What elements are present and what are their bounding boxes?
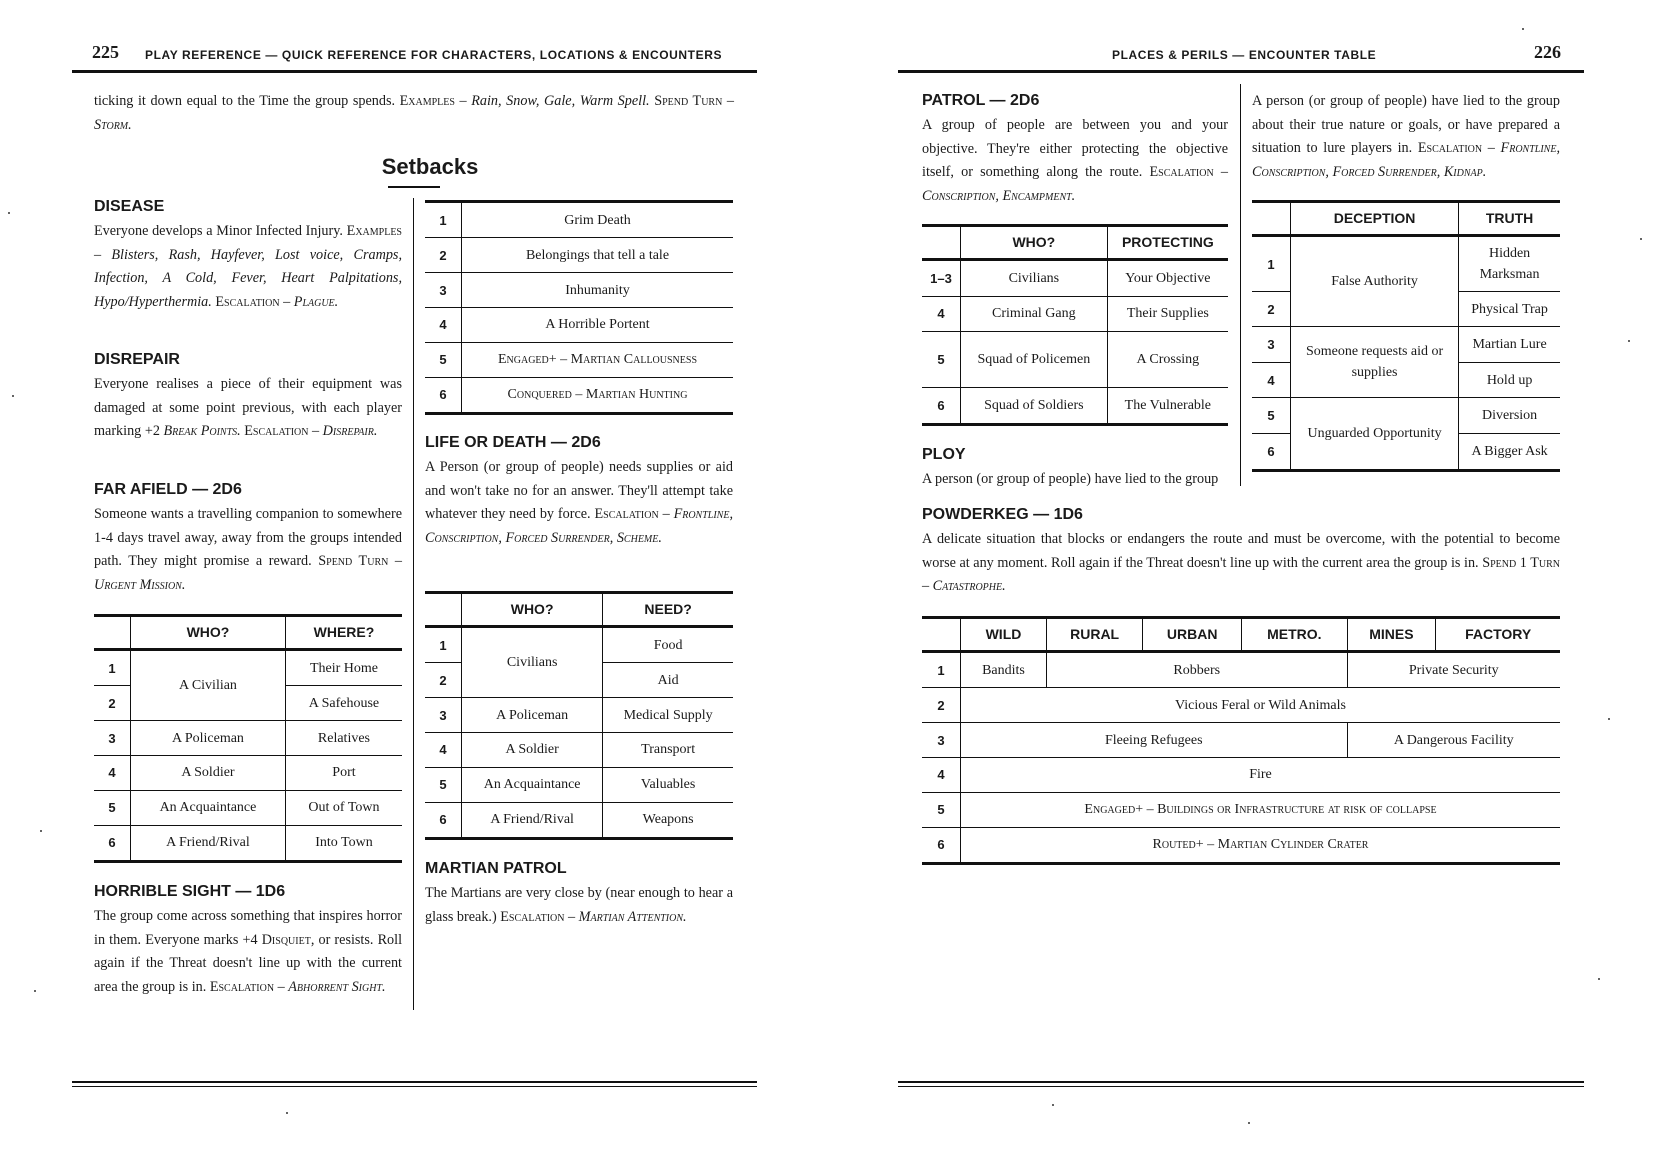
table-row-number: 6 xyxy=(108,835,116,851)
table-header-blank xyxy=(922,226,961,260)
powderkeg-table xyxy=(922,616,1560,865)
table-cell: Diversion xyxy=(1459,398,1560,433)
table-cell: An Acquaintance xyxy=(131,790,286,825)
table-cell: Relatives xyxy=(285,721,402,756)
table-cell: Unguarded Opportunity xyxy=(1291,398,1459,471)
table-row-number: 4 xyxy=(425,307,462,342)
header-rule xyxy=(72,70,757,73)
table-cell: Hold up xyxy=(1459,362,1560,397)
table-header: WHO? xyxy=(131,616,286,650)
footer-rule-thin xyxy=(898,1086,1584,1087)
table-cell: Food xyxy=(603,627,733,663)
table-cell: A Soldier xyxy=(131,755,286,790)
table-header-blank xyxy=(94,616,131,650)
table-cell: Vicious Feral or Wild Animals xyxy=(961,688,1561,723)
scan-speck xyxy=(40,830,42,832)
table-cell: Hidden Marksman xyxy=(1459,236,1560,292)
table-row-number: 6 xyxy=(439,387,447,403)
ploy-table xyxy=(1252,200,1560,472)
table-cell: Engaged+ – Martian Callousness xyxy=(462,342,734,377)
table-cell: Inhumanity xyxy=(462,273,734,308)
table-cell: A Civilian xyxy=(131,650,286,721)
table-row-number: 2 xyxy=(922,688,961,723)
table-header: METRO. xyxy=(1242,618,1347,652)
ploy-heading: PLOY xyxy=(922,446,966,463)
far-afield-text: Someone wants a travelling companion to somewhere 1-4 days travel away, away from the groups intended path. They might promise a reward. Spend Turn – Urgent Mission. xyxy=(94,506,402,593)
table-row-number: 5 xyxy=(922,332,961,388)
table-cell: A Policeman xyxy=(462,698,603,733)
table-cell: Civilians xyxy=(961,260,1108,297)
table-row-number: 3 xyxy=(94,721,131,756)
patrol-heading: PATROL — 2D6 xyxy=(922,92,1040,109)
powderkeg-heading: POWDERKEG — 1D6 xyxy=(922,506,1083,523)
table-row-number: 3 xyxy=(425,698,462,733)
table-cell: Your Objective xyxy=(1107,260,1228,297)
table-cell: Someone requests aid or supplies xyxy=(1291,327,1459,398)
table-row-number: 5 xyxy=(425,767,462,802)
life-or-death-table xyxy=(425,591,733,840)
setbacks-table xyxy=(425,200,733,415)
scan-speck xyxy=(1628,340,1630,342)
patrol-table xyxy=(922,224,1228,426)
table-row-number: 3 xyxy=(1252,327,1291,362)
table-cell: Transport xyxy=(603,732,733,767)
table-header: WHO? xyxy=(462,593,603,627)
table-row-number: 2 xyxy=(94,686,131,721)
table-cell: Their Supplies xyxy=(1107,296,1228,331)
section-title-underline xyxy=(388,186,440,188)
table-cell: Fleeing Refugees xyxy=(961,723,1348,758)
column-divider xyxy=(1240,84,1241,486)
table-cell: Out of Town xyxy=(285,790,402,825)
table-cell: A Crossing xyxy=(1107,332,1228,388)
table-row-number: 5 xyxy=(922,792,961,827)
table-row-number: 6 xyxy=(937,398,945,414)
table-cell: Squad of Soldiers xyxy=(961,388,1108,425)
table-row-number: 2 xyxy=(425,238,462,273)
table-cell: A Soldier xyxy=(462,732,603,767)
table-header: FACTORY xyxy=(1436,618,1560,652)
table-cell: Weapons xyxy=(603,802,733,838)
page-header-title: PLACES & PERILS — ENCOUNTER TABLE xyxy=(1112,48,1377,62)
table-cell: The Vulnerable xyxy=(1107,388,1228,425)
column-divider xyxy=(413,198,414,1010)
table-cell: Valuables xyxy=(603,767,733,802)
scan-speck xyxy=(286,1112,288,1114)
table-cell: A Horrible Portent xyxy=(462,307,734,342)
table-row-number: 2 xyxy=(1252,292,1291,327)
table-row-number: 1 xyxy=(425,627,462,663)
table-row-number: 1 xyxy=(1252,236,1291,292)
footer-rule-thin xyxy=(72,1086,757,1087)
table-cell: Physical Trap xyxy=(1459,292,1560,327)
page-header-title: PLAY REFERENCE — QUICK REFERENCE FOR CHARACTERS, LOCATIONS & ENCOUNTERS xyxy=(145,48,723,62)
table-row-number: 1 xyxy=(94,650,131,686)
table-header: URBAN xyxy=(1143,618,1242,652)
table-header: WILD xyxy=(961,618,1047,652)
table-row-number: 3 xyxy=(425,273,462,308)
scan-speck xyxy=(1052,1104,1054,1106)
table-header: NEED? xyxy=(603,593,733,627)
disrepair-heading: DISREPAIR xyxy=(94,351,180,368)
horrible-sight-heading: HORRIBLE SIGHT — 1D6 xyxy=(94,883,286,900)
table-cell: A Safehouse xyxy=(285,686,402,721)
header-rule xyxy=(898,70,1584,73)
table-row-number: 6 xyxy=(439,812,447,828)
table-cell: Martian Lure xyxy=(1459,327,1560,362)
scan-speck xyxy=(34,990,36,992)
table-row-number: 6 xyxy=(937,837,945,853)
page-number: 226 xyxy=(1534,42,1561,62)
table-row-number: 2 xyxy=(425,663,462,698)
table-cell: A Friend/Rival xyxy=(462,802,603,838)
life-or-death-heading: LIFE OR DEATH — 2D6 xyxy=(425,434,601,451)
martian-patrol-text: The Martians are very close by (near enough to hear a glass break.) Escalation – Martian Attention. xyxy=(425,885,733,925)
table-cell: Fire xyxy=(961,757,1561,792)
life-or-death-text: A Person (or group of people) needs supplies or aid and won't take no for an answer. They'll attempt take whatever they need by force. Escalation – Frontline, Conscription, Forced Surrender, Scheme. xyxy=(425,459,734,546)
disrepair-text: Everyone realises a piece of their equipment was damaged at some point previous, with each player marking +2 Break Points. Escalation – Disrepair. xyxy=(94,376,402,439)
table-row-number: 4 xyxy=(922,296,961,331)
scan-speck xyxy=(1598,978,1600,980)
table-header: DECEPTION xyxy=(1291,202,1459,236)
table-row-number: 4 xyxy=(922,757,961,792)
footer-rule xyxy=(72,1081,757,1083)
table-cell: Engaged+ – Buildings or Infrastructure at risk of collapse xyxy=(961,792,1561,827)
table-row-number: 1 xyxy=(922,652,961,688)
table-row-number: 4 xyxy=(1252,362,1291,397)
table-cell: Bandits xyxy=(961,652,1047,688)
table-row-number: 5 xyxy=(94,790,131,825)
scan-speck xyxy=(8,212,10,214)
table-cell: Their Home xyxy=(285,650,402,686)
disease-heading: DISEASE xyxy=(94,198,165,215)
table-cell: A Friend/Rival xyxy=(131,825,286,861)
intro-paragraph: ticking it down equal to the Time the group spends. Examples – Rain, Snow, Gale, Warm Spell. Spend Turn – Storm. xyxy=(94,93,735,133)
table-header: MINES xyxy=(1347,618,1436,652)
table-row-number: 1 xyxy=(425,202,462,238)
table-header: WHO? xyxy=(961,226,1108,260)
horrible-sight-text: The group come across something that inspires horror in them. Everyone marks +4 Disquiet, or resists. Roll again if the Threat doesn't line up with the current area the group is in. Escalation – Abhorrent Sight. xyxy=(94,908,403,995)
table-header: WHERE? xyxy=(285,616,402,650)
far-afield-table xyxy=(94,614,402,863)
ploy-text: A person (or group of people) have lied to the group about their true nature or goals, or have prepared a situation to lure players in. Escalation – Frontline, Conscription, Forced Surrender, Kidnap. xyxy=(1252,93,1560,180)
table-header-blank xyxy=(922,618,961,652)
table-row-number: 4 xyxy=(94,755,131,790)
table-cell: A Bigger Ask xyxy=(1459,433,1560,470)
footer-rule xyxy=(898,1081,1584,1083)
table-cell: False Authority xyxy=(1291,236,1459,327)
table-cell: Port xyxy=(285,755,402,790)
table-header-blank xyxy=(1252,202,1291,236)
table-cell: Squad of Policemen xyxy=(961,332,1108,388)
table-cell: Medical Supply xyxy=(603,698,733,733)
table-row-number: 5 xyxy=(425,342,462,377)
table-row-number: 4 xyxy=(425,732,462,767)
table-header: PROTECTING xyxy=(1107,226,1228,260)
section-title: Setbacks xyxy=(381,154,479,179)
table-cell: Robbers xyxy=(1046,652,1347,688)
patrol-text: A group of people are between you and your objective. They're either protecting the objective itself, or something along the route. Escalation – Conscription, Encampment. xyxy=(922,117,1228,204)
table-cell: Belongings that tell a tale xyxy=(462,238,734,273)
table-cell: Criminal Gang xyxy=(961,296,1108,331)
table-row-number: 3 xyxy=(922,723,961,758)
table-cell: Into Town xyxy=(285,825,402,861)
table-cell: Private Security xyxy=(1347,652,1560,688)
scan-speck xyxy=(1640,238,1642,240)
scan-speck xyxy=(12,395,14,397)
table-cell: A Policeman xyxy=(131,721,286,756)
table-header-blank xyxy=(425,593,462,627)
table-row-number: 6 xyxy=(1267,443,1275,459)
table-cell: Routed+ – Martian Cylinder Crater xyxy=(961,827,1561,863)
page-number: 225 xyxy=(92,42,119,62)
scan-speck xyxy=(1608,718,1610,720)
scan-speck xyxy=(1248,1122,1250,1124)
table-row-number: 1–3 xyxy=(922,260,961,297)
table-row-number: 5 xyxy=(1252,398,1291,433)
scan-speck xyxy=(1522,28,1524,30)
table-cell: Grim Death xyxy=(462,202,734,238)
ploy-text-start: A person (or group of people) have lied to the group xyxy=(922,471,1219,487)
disease-text: Everyone develops a Minor Infected Injury. Examples – Blisters, Rash, Hayfever, Lost voice, Cramps, Infection, A Cold, Fever, Heart Palpitations, Hypo/Hyperthermia. Escalation – Plague. xyxy=(94,223,403,310)
table-cell: Aid xyxy=(603,663,733,698)
table-cell: Conquered – Martian Hunting xyxy=(462,377,734,413)
table-cell: Civilians xyxy=(462,627,603,698)
martian-patrol-heading: MARTIAN PATROL xyxy=(425,860,567,877)
table-header: RURAL xyxy=(1046,618,1142,652)
far-afield-heading: FAR AFIELD — 2D6 xyxy=(94,481,242,498)
table-header: TRUTH xyxy=(1459,202,1560,236)
table-cell: A Dangerous Facility xyxy=(1347,723,1560,758)
powderkeg-text: A delicate situation that blocks or endangers the route and must be overcome, with the potential to become worse at any moment. Roll again if the Threat doesn't line up with the current area the group is in. Spend 1 Turn – Catastrophe. xyxy=(922,531,1560,594)
table-cell: An Acquaintance xyxy=(462,767,603,802)
